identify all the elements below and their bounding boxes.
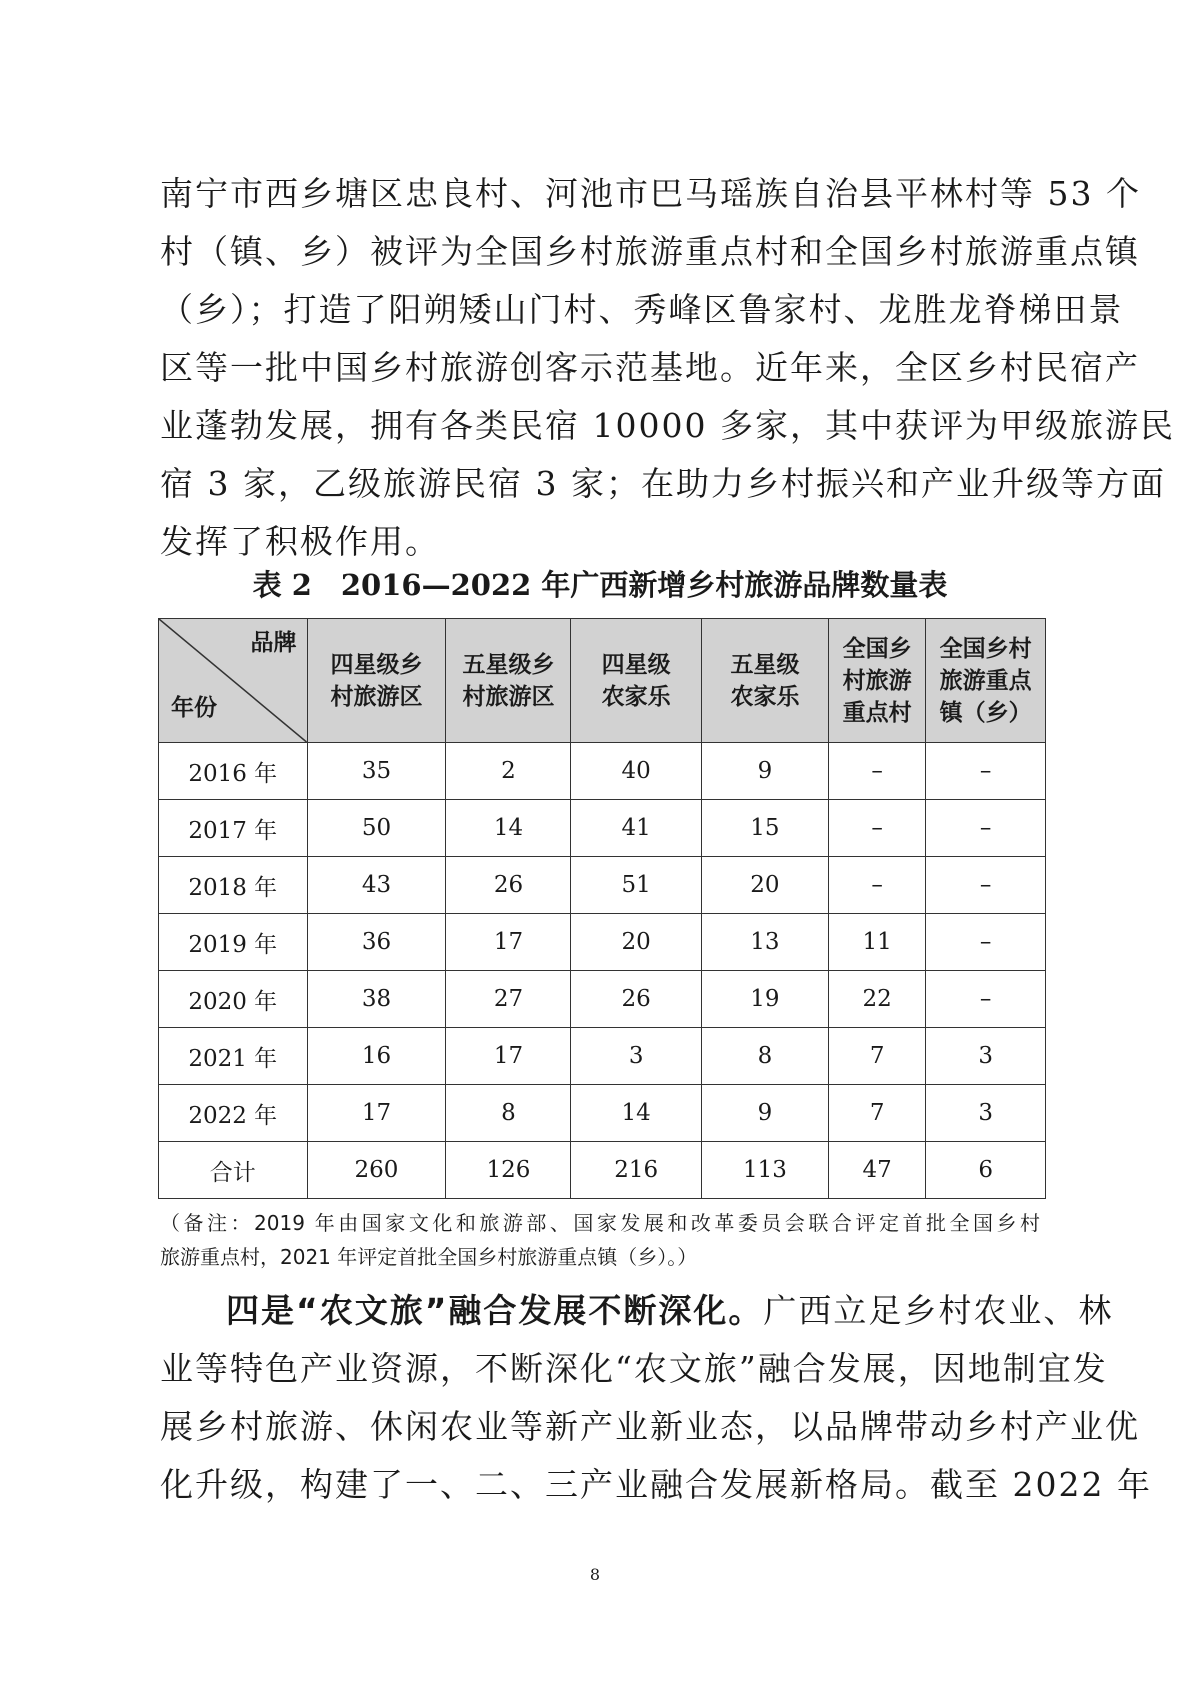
brand-count-table <box>158 618 1046 1199</box>
value-cell: 26 <box>571 971 701 1028</box>
text-line: 宿 3 家，乙级旅游民宿 3 家；在助力乡村振兴和产业升级等方面 <box>160 464 1166 503</box>
value-cell: 50 <box>307 800 446 857</box>
value-cell: – <box>829 743 926 800</box>
value-cell: 9 <box>701 1085 828 1142</box>
value-cell: 27 <box>446 971 571 1028</box>
year-cell: 2020 年 <box>159 971 308 1028</box>
text-line: 区等一批中国乡村旅游创客示范基地。近年来，全区乡村民宿产 <box>160 348 1140 387</box>
value-cell: – <box>829 800 926 857</box>
value-cell: 17 <box>446 914 571 971</box>
column-header: 全国乡 村旅游 重点村 <box>829 619 926 743</box>
value-cell: 6 <box>926 1142 1046 1199</box>
value-cell: 17 <box>307 1085 446 1142</box>
table-caption: 表 2 2016—2022 年广西新增乡村旅游品牌数量表 <box>252 568 948 602</box>
table-row <box>159 800 1046 857</box>
value-cell: 260 <box>307 1142 446 1199</box>
section4-paragraph <box>160 1282 1152 1514</box>
corner-label-brand: 品牌 <box>250 630 297 656</box>
text-line: 发挥了积极作用。 <box>160 522 440 561</box>
value-cell: 51 <box>571 857 701 914</box>
value-cell: 22 <box>829 971 926 1028</box>
note-line: 旅游重点村，2021 年评定首批全国乡村旅游重点镇（乡）。） <box>160 1245 698 1269</box>
column-header: 全国乡村 旅游重点 镇（乡） <box>926 619 1046 743</box>
value-cell: – <box>829 857 926 914</box>
year-cell: 2016 年 <box>159 743 308 800</box>
value-cell: 38 <box>307 971 446 1028</box>
value-cell: 41 <box>571 800 701 857</box>
page-number: 8 <box>589 1565 601 1584</box>
value-cell: 19 <box>701 971 828 1028</box>
value-cell: 47 <box>829 1142 926 1199</box>
value-cell: 7 <box>829 1028 926 1085</box>
column-header: 五星级 农家乐 <box>701 619 828 743</box>
corner-header-cell <box>159 619 308 743</box>
text-line: （乡）；打造了阳朔矮山门村、秀峰区鲁家村、龙胜龙脊梯田景 <box>160 290 1124 329</box>
column-header: 四星级乡 村旅游区 <box>307 619 446 743</box>
year-cell: 2018 年 <box>159 857 308 914</box>
year-cell: 合计 <box>159 1142 308 1199</box>
text-line: 四是“农文旅”融合发展不断深化。广西立足乡村农业、林 <box>226 1291 1114 1330</box>
text-line: 展乡村旅游、休闲农业等新产业新业态，以品牌带动乡村产业优 <box>160 1407 1140 1446</box>
value-cell: 8 <box>701 1028 828 1085</box>
value-cell: 7 <box>829 1085 926 1142</box>
year-cell: 2021 年 <box>159 1028 308 1085</box>
table-row <box>159 1028 1046 1085</box>
value-cell: 113 <box>701 1142 828 1199</box>
note-line: （备注：2019 年由国家文化和旅游部、国家发展和改革委员会联合评定首批全国乡村 <box>160 1211 1040 1235</box>
value-cell: – <box>926 971 1046 1028</box>
table-row <box>159 857 1046 914</box>
value-cell: 20 <box>571 914 701 971</box>
value-cell: 35 <box>307 743 446 800</box>
section-heading: 四是“农文旅”融合发展不断深化。 <box>226 1291 764 1330</box>
year-cell: 2017 年 <box>159 800 308 857</box>
value-cell: – <box>926 800 1046 857</box>
value-cell: 17 <box>446 1028 571 1085</box>
value-cell: 3 <box>926 1085 1046 1142</box>
year-cell: 2022 年 <box>159 1085 308 1142</box>
value-cell: 43 <box>307 857 446 914</box>
value-cell: 26 <box>446 857 571 914</box>
value-cell: 36 <box>307 914 446 971</box>
value-cell: 14 <box>446 800 571 857</box>
table-body <box>159 743 1046 1199</box>
corner-label-year: 年份 <box>171 695 217 721</box>
table-row <box>159 1085 1046 1142</box>
table-header-row <box>159 619 1046 743</box>
value-cell: 2 <box>446 743 571 800</box>
value-cell: 3 <box>571 1028 701 1085</box>
value-cell: – <box>926 743 1046 800</box>
value-cell: 8 <box>446 1085 571 1142</box>
year-cell: 2019 年 <box>159 914 308 971</box>
value-cell: – <box>926 914 1046 971</box>
value-cell: 216 <box>571 1142 701 1199</box>
value-cell: 126 <box>446 1142 571 1199</box>
value-cell: 11 <box>829 914 926 971</box>
column-header: 五星级乡 村旅游区 <box>446 619 571 743</box>
value-cell: 20 <box>701 857 828 914</box>
column-header: 四星级 农家乐 <box>571 619 701 743</box>
value-cell: 3 <box>926 1028 1046 1085</box>
table-row <box>159 914 1046 971</box>
table-note <box>160 1206 1040 1274</box>
table-row <box>159 743 1046 800</box>
table-row <box>159 971 1046 1028</box>
value-cell: – <box>926 857 1046 914</box>
text-line: 业等特色产业资源，不断深化“农文旅”融合发展，因地制宜发 <box>160 1349 1108 1388</box>
value-cell: 15 <box>701 800 828 857</box>
value-cell: 16 <box>307 1028 446 1085</box>
value-cell: 13 <box>701 914 828 971</box>
text-line: 南宁市西乡塘区忠良村、河池市巴马瑶族自治县平林村等 53 个 <box>160 174 1141 213</box>
intro-paragraph <box>160 165 1175 571</box>
value-cell: 9 <box>701 743 828 800</box>
text-line: 化升级，构建了一、二、三产业融合发展新格局。截至 2022 年 <box>160 1465 1152 1504</box>
value-cell: 40 <box>571 743 701 800</box>
table-row <box>159 1142 1046 1199</box>
text-line: 业蓬勃发展，拥有各类民宿 10000 多家，其中获评为甲级旅游民 <box>160 406 1175 445</box>
value-cell: 14 <box>571 1085 701 1142</box>
text-line: 村（镇、乡）被评为全国乡村旅游重点村和全国乡村旅游重点镇 <box>160 232 1140 271</box>
